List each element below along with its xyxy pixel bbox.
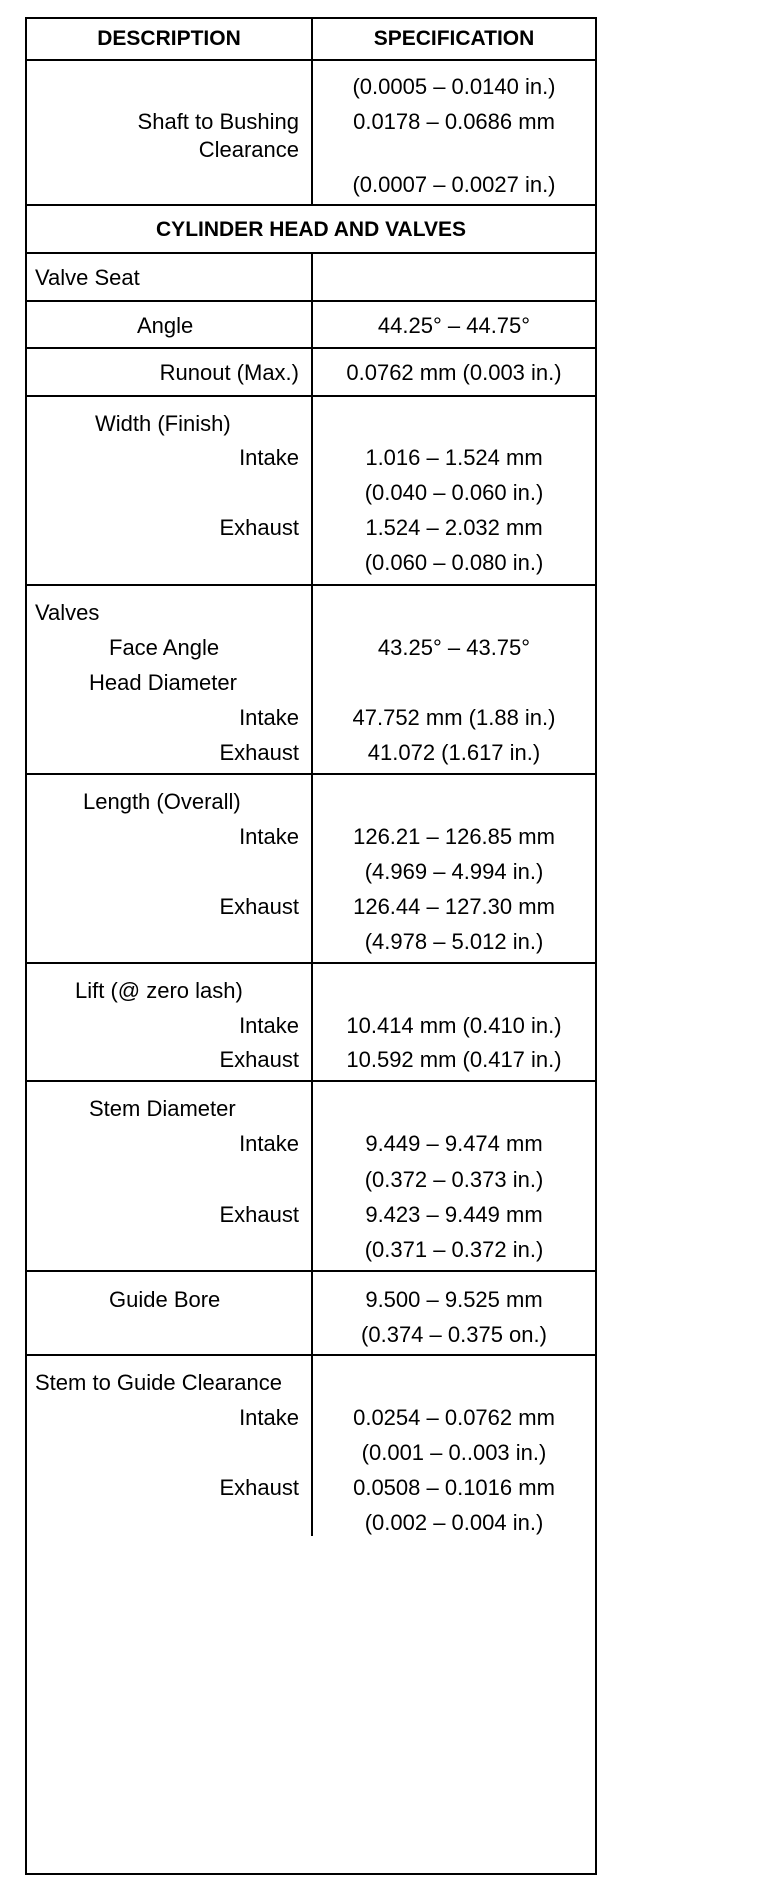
width-intake-in: (0.040 – 0.060 in.) bbox=[364, 480, 544, 505]
stem-guide-intake-mm: 0.0254 – 0.0762 mm bbox=[353, 1405, 555, 1430]
stem-intake-label: Intake bbox=[239, 1131, 299, 1156]
column-header-specification: SPECIFICATION bbox=[373, 27, 535, 50]
guide-bore-mm: 9.500 – 9.525 mm bbox=[365, 1287, 543, 1312]
lift-intake-label: Intake bbox=[239, 1013, 299, 1038]
face-angle-value: 43.25° – 43.75° bbox=[377, 635, 531, 660]
length-label: Length (Overall) bbox=[83, 789, 241, 814]
width-intake-label: Intake bbox=[239, 445, 299, 470]
stem-intake-mm: 9.449 – 9.474 mm bbox=[365, 1131, 543, 1156]
stem-exhaust-mm: 9.423 – 9.449 mm bbox=[365, 1202, 543, 1227]
stem-guide-exhaust-in: (0.002 – 0.004 in.) bbox=[364, 1510, 544, 1535]
stem-guide-exhaust-mm: 0.0508 – 0.1016 mm bbox=[353, 1475, 555, 1500]
runout-label: Runout (Max.) bbox=[159, 360, 299, 385]
lift-exhaust-label: Exhaust bbox=[219, 1047, 299, 1072]
stem-guide-label: Stem to Guide Clearance bbox=[35, 1370, 283, 1395]
table-row bbox=[27, 1272, 595, 1356]
shaft-spec-mm: 0.0178 – 0.0686 mm bbox=[353, 109, 555, 134]
table-row bbox=[27, 1356, 595, 1536]
stem-guide-intake-in: (0.001 – 0..003 in.) bbox=[361, 1440, 547, 1465]
guide-bore-in: (0.374 – 0.375 on.) bbox=[361, 1322, 547, 1347]
width-exhaust-mm: 1.524 – 2.032 mm bbox=[365, 515, 543, 540]
spec-table bbox=[25, 17, 597, 1875]
length-exhaust-label: Exhaust bbox=[219, 894, 299, 919]
section-title: CYLINDER HEAD AND VALVES bbox=[156, 218, 466, 241]
lift-intake-value: 10.414 mm (0.410 in.) bbox=[346, 1013, 562, 1038]
stem-guide-intake-label: Intake bbox=[239, 1405, 299, 1430]
width-exhaust-label: Exhaust bbox=[219, 515, 299, 540]
length-intake-mm: 126.21 – 126.85 mm bbox=[353, 824, 555, 849]
width-intake-mm: 1.016 – 1.524 mm bbox=[365, 445, 543, 470]
table-row bbox=[27, 964, 595, 1082]
stem-intake-in: (0.372 – 0.373 in.) bbox=[364, 1167, 544, 1192]
shaft-spec-top: (0.0005 – 0.0140 in.) bbox=[352, 74, 556, 99]
angle-value: 44.25° – 44.75° bbox=[377, 313, 531, 338]
head-intake-value: 47.752 mm (1.88 in.) bbox=[352, 705, 556, 730]
table-row bbox=[27, 61, 595, 206]
width-finish-label: Width (Finish) bbox=[95, 411, 231, 436]
length-exhaust-mm: 126.44 – 127.30 mm bbox=[353, 894, 555, 919]
stem-guide-exhaust-label: Exhaust bbox=[219, 1475, 299, 1500]
table-row bbox=[27, 349, 595, 397]
stem-exhaust-label: Exhaust bbox=[219, 1202, 299, 1227]
head-intake-label: Intake bbox=[239, 705, 299, 730]
length-intake-label: Intake bbox=[239, 824, 299, 849]
head-exhaust-label: Exhaust bbox=[219, 740, 299, 765]
shaft-bushing-label-line1: Shaft to Bushing bbox=[137, 109, 299, 134]
angle-label: Angle bbox=[137, 313, 194, 338]
table-row bbox=[27, 302, 595, 349]
shaft-bushing-label-line2: Clearance bbox=[198, 137, 299, 162]
head-diameter-label: Head Diameter bbox=[89, 670, 237, 695]
valves-label: Valves bbox=[35, 600, 100, 625]
table-header-row bbox=[27, 19, 595, 61]
lift-exhaust-value: 10.592 mm (0.417 in.) bbox=[346, 1047, 562, 1072]
section-title-row bbox=[27, 206, 595, 254]
lift-label: Lift (@ zero lash) bbox=[75, 978, 243, 1003]
length-intake-in: (4.969 – 4.994 in.) bbox=[364, 859, 544, 884]
table-row bbox=[27, 1082, 595, 1272]
table-row bbox=[27, 397, 595, 586]
shaft-spec-in: (0.0007 – 0.0027 in.) bbox=[352, 172, 556, 197]
table-row bbox=[27, 775, 595, 964]
column-divider bbox=[311, 254, 313, 300]
head-exhaust-value: 41.072 (1.617 in.) bbox=[367, 740, 541, 765]
valve-seat-label: Valve Seat bbox=[35, 265, 140, 290]
table-row bbox=[27, 254, 595, 302]
stem-exhaust-in: (0.371 – 0.372 in.) bbox=[364, 1237, 544, 1262]
runout-value: 0.0762 mm (0.003 in.) bbox=[346, 360, 562, 385]
column-header-description: DESCRIPTION bbox=[97, 27, 241, 50]
length-exhaust-in: (4.978 – 5.012 in.) bbox=[364, 929, 544, 954]
stem-diameter-label: Stem Diameter bbox=[89, 1096, 236, 1121]
face-angle-label: Face Angle bbox=[109, 635, 220, 660]
width-exhaust-in: (0.060 – 0.080 in.) bbox=[364, 550, 544, 575]
guide-bore-label: Guide Bore bbox=[109, 1287, 221, 1312]
table-row bbox=[27, 586, 595, 775]
